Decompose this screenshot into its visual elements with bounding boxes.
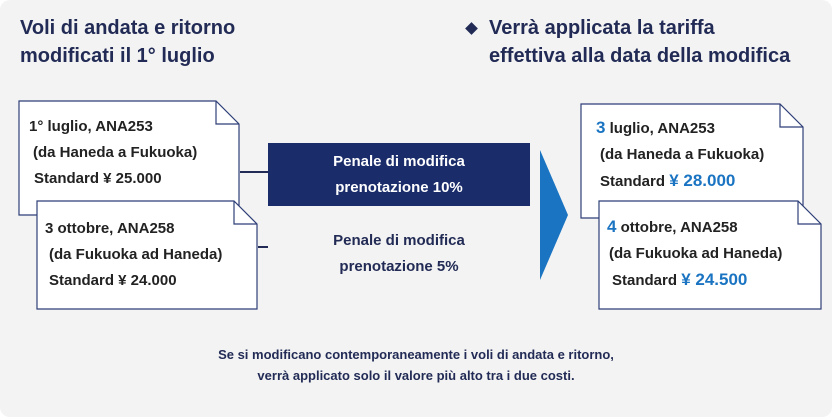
new-fare-title-line1: Verrà applicata la tariffa [489, 17, 715, 39]
card-date-flight: 3 ottobre, ANA258 [45, 220, 175, 237]
original-flights-title-line2: modificati il 1° luglio [20, 45, 215, 67]
original-flights-title [20, 14, 235, 70]
penalty-outbound-line2: prenotazione 10% [335, 179, 463, 196]
changed-day: 4 [607, 217, 617, 236]
card-route: (da Haneda a Fukuoka) [33, 144, 198, 161]
arrow-right-icon [540, 150, 570, 280]
card-date-flight [607, 214, 782, 241]
card-route: (da Fukuoka ad Haneda) [609, 245, 783, 262]
connector-line [258, 246, 268, 248]
fare-label: Standard [600, 173, 670, 190]
fare-label: Standard [612, 272, 682, 289]
penalty-outbound-box [268, 143, 530, 206]
card-route: (da Haneda a Fukuoka) [600, 146, 765, 163]
card-fare [596, 168, 764, 195]
modified-flight-card-return [598, 200, 822, 310]
connector-line [240, 171, 268, 173]
footnote-line1: Se si modificano contemporaneamente i voli di andata e ritorno, [218, 347, 614, 362]
changed-fare: ¥ 28.000 [669, 171, 736, 190]
penalty-return-text [268, 228, 530, 280]
original-flights-title-line1: Voli di andata e ritorno [20, 17, 236, 39]
date-flight-rest: luglio, ANA253 [605, 120, 715, 137]
card-fare [607, 267, 782, 294]
date-flight-rest: ottobre, ANA258 [616, 219, 738, 236]
footnote-line2: verrà applicato solo il valore più alto tra i due costi. [257, 368, 575, 383]
penalty-return-line1: Penale di modifica [333, 232, 465, 249]
new-fare-title [489, 14, 790, 70]
original-flight-card-outbound [18, 100, 240, 216]
card-date-flight: 1° luglio, ANA253 [29, 118, 153, 135]
diamond-bullet-icon [465, 22, 478, 35]
footnote [0, 344, 832, 386]
penalty-outbound-line1: Penale di modifica [333, 153, 465, 170]
new-fare-title-line2: effettiva alla data della modifica [489, 45, 791, 67]
penalty-return-line2: prenotazione 5% [339, 258, 459, 275]
card-route: (da Fukuoka ad Haneda) [49, 246, 223, 263]
changed-day: 3 [596, 118, 606, 137]
original-flight-card-return [36, 200, 258, 310]
changed-fare: ¥ 24.500 [681, 270, 748, 289]
card-date-flight [596, 115, 764, 142]
card-fare: Standard ¥ 24.000 [49, 272, 177, 289]
card-fare: Standard ¥ 25.000 [34, 170, 162, 187]
